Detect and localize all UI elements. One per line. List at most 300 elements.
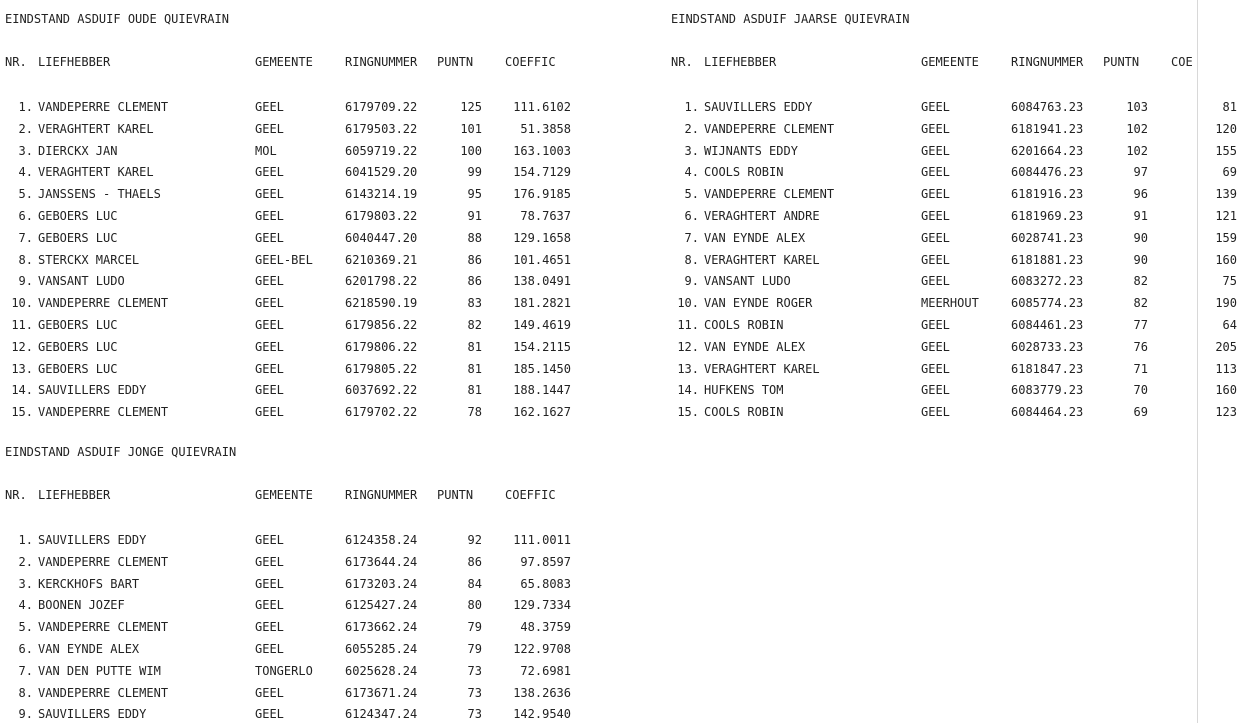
result-rows bbox=[5, 530, 645, 726]
ring-number: 6084464.23 bbox=[1011, 405, 1084, 420]
ring-number: 6143214.19 bbox=[345, 187, 418, 202]
municipality: GEEL bbox=[921, 361, 950, 376]
points: 86 bbox=[467, 252, 482, 267]
table-row bbox=[5, 359, 645, 381]
rank: 5. bbox=[684, 187, 699, 202]
rank: 3. bbox=[18, 143, 33, 158]
ring-number: 6218590.19 bbox=[345, 296, 418, 311]
coefficient: 51.3858 bbox=[520, 121, 571, 136]
result-rows bbox=[671, 97, 1237, 424]
municipality: GEEL bbox=[255, 707, 284, 722]
points: 81 bbox=[467, 361, 482, 376]
ring-number: 6084476.23 bbox=[1011, 165, 1084, 180]
rank: 3. bbox=[684, 143, 699, 158]
municipality: GEEL bbox=[921, 339, 950, 354]
coefficient: 72.6981 bbox=[520, 663, 571, 678]
points: 91 bbox=[1133, 208, 1148, 223]
column-header-row bbox=[671, 54, 1231, 70]
municipality: TONGERLO bbox=[255, 663, 313, 678]
municipality: GEEL bbox=[921, 383, 950, 398]
rank: 14. bbox=[11, 383, 33, 398]
points: 102 bbox=[1126, 121, 1148, 136]
ring-number: 6124358.24 bbox=[345, 533, 418, 547]
points: 69 bbox=[1133, 405, 1148, 420]
coefficient: 154.7129 bbox=[513, 165, 571, 180]
rank: 7. bbox=[684, 230, 699, 245]
header-ringnummer: RINGNUMMER bbox=[1011, 55, 1084, 69]
rank: 3. bbox=[18, 576, 33, 591]
page-edge-divider bbox=[1197, 0, 1198, 723]
municipality: GEEL-BEL bbox=[255, 252, 313, 267]
ring-number: 6179803.22 bbox=[345, 208, 418, 223]
fancier-name: COOLS ROBIN bbox=[704, 405, 784, 420]
rank: 4. bbox=[18, 598, 33, 613]
municipality: GEEL bbox=[255, 317, 284, 332]
points: 103 bbox=[1126, 100, 1148, 114]
rank: 1. bbox=[684, 100, 699, 114]
points: 100 bbox=[460, 143, 482, 158]
coefficient: 121 bbox=[1215, 208, 1237, 223]
ring-number: 6173662.24 bbox=[345, 620, 418, 635]
result-rows bbox=[5, 97, 645, 424]
fancier-name: COOLS ROBIN bbox=[704, 165, 784, 180]
header-puntn: PUNTN bbox=[1103, 55, 1140, 69]
fancier-name: GEBOERS LUC bbox=[38, 208, 118, 223]
coefficient: 129.1658 bbox=[513, 230, 571, 245]
municipality: GEEL bbox=[255, 554, 284, 569]
fancier-name: VAN EYNDE ROGER bbox=[704, 296, 813, 311]
municipality: GEEL bbox=[255, 533, 284, 547]
table-row bbox=[5, 293, 645, 315]
ring-number: 6041529.20 bbox=[345, 165, 418, 180]
ring-number: 6201664.23 bbox=[1011, 143, 1084, 158]
fancier-name: VANSANT LUDO bbox=[38, 274, 125, 289]
rank: 12. bbox=[11, 339, 33, 354]
coefficient: 154.2115 bbox=[513, 339, 571, 354]
table-row bbox=[5, 552, 645, 574]
section-title: EINDSTAND ASDUIF OUDE QUIEVRAIN bbox=[5, 12, 229, 26]
rank: 10. bbox=[11, 296, 33, 311]
table-row bbox=[5, 617, 645, 639]
points: 90 bbox=[1133, 230, 1148, 245]
municipality: GEEL bbox=[255, 620, 284, 635]
table-row bbox=[671, 271, 1237, 293]
coefficient: 69 bbox=[1222, 165, 1237, 180]
ring-number: 6181941.23 bbox=[1011, 121, 1084, 136]
points: 97 bbox=[1133, 165, 1148, 180]
fancier-name: GEBOERS LUC bbox=[38, 230, 118, 245]
points: 84 bbox=[467, 576, 482, 591]
rank: 15. bbox=[11, 405, 33, 420]
points: 73 bbox=[467, 685, 482, 700]
coefficient: 111.6102 bbox=[513, 100, 571, 114]
fancier-name: VANDEPERRE CLEMENT bbox=[38, 620, 169, 635]
rank: 10. bbox=[677, 296, 699, 311]
fancier-name: VANDEPERRE CLEMENT bbox=[38, 100, 169, 114]
fancier-name: GEBOERS LUC bbox=[38, 317, 118, 332]
municipality: GEEL bbox=[255, 361, 284, 376]
fancier-name: SAUVILLERS EDDY bbox=[38, 707, 147, 722]
municipality: GEEL bbox=[255, 274, 284, 289]
municipality: GEEL bbox=[255, 405, 284, 420]
points: 79 bbox=[467, 620, 482, 635]
header-puntn: PUNTN bbox=[437, 488, 474, 502]
coefficient: 160 bbox=[1215, 252, 1237, 267]
ring-number: 6037692.22 bbox=[345, 383, 418, 398]
header-ringnummer: RINGNUMMER bbox=[345, 488, 418, 502]
rank: 2. bbox=[18, 121, 33, 136]
municipality: GEEL bbox=[921, 230, 950, 245]
rank: 4. bbox=[684, 165, 699, 180]
table-row bbox=[671, 359, 1237, 381]
points: 82 bbox=[1133, 274, 1148, 289]
coefficient: 142.9540 bbox=[513, 707, 571, 722]
fancier-name: COOLS ROBIN bbox=[704, 317, 784, 332]
coefficient: 159 bbox=[1215, 230, 1237, 245]
municipality: MEERHOUT bbox=[921, 296, 979, 311]
table-row bbox=[5, 141, 645, 163]
rank: 5. bbox=[18, 620, 33, 635]
fancier-name: VANDEPERRE CLEMENT bbox=[38, 296, 169, 311]
table-row bbox=[671, 293, 1237, 315]
municipality: GEEL bbox=[921, 405, 950, 420]
table-row bbox=[5, 97, 645, 119]
rank: 9. bbox=[18, 707, 33, 722]
fancier-name: VAN EYNDE ALEX bbox=[704, 339, 806, 354]
ring-number: 6125427.24 bbox=[345, 598, 418, 613]
ring-number: 6173203.24 bbox=[345, 576, 418, 591]
section-title: EINDSTAND ASDUIF JONGE QUIEVRAIN bbox=[5, 445, 237, 459]
table-row bbox=[671, 162, 1237, 184]
coefficient: 155 bbox=[1215, 143, 1237, 158]
rank: 8. bbox=[18, 685, 33, 700]
ring-number: 6124347.24 bbox=[345, 707, 418, 722]
ring-number: 6179856.22 bbox=[345, 317, 418, 332]
coefficient: 129.7334 bbox=[513, 598, 571, 613]
rank: 8. bbox=[18, 252, 33, 267]
header-nr: NR. bbox=[671, 55, 693, 69]
rank: 11. bbox=[677, 317, 699, 332]
coefficient: 138.0491 bbox=[513, 274, 571, 289]
section-oude-quievrain bbox=[5, 11, 645, 424]
municipality: GEEL bbox=[255, 187, 284, 202]
table-row bbox=[5, 228, 645, 250]
column-header-row bbox=[5, 487, 645, 503]
points: 81 bbox=[467, 383, 482, 398]
points: 82 bbox=[1133, 296, 1148, 311]
points: 95 bbox=[467, 187, 482, 202]
coefficient: 176.9185 bbox=[513, 187, 571, 202]
fancier-name: KERCKHOFS BART bbox=[38, 576, 140, 591]
ring-number: 6181969.23 bbox=[1011, 208, 1084, 223]
coefficient: 78.7637 bbox=[520, 208, 571, 223]
fancier-name: SAUVILLERS EDDY bbox=[38, 533, 147, 547]
fancier-name: VERAGHTERT KAREL bbox=[704, 361, 820, 376]
fancier-name: VANDEPERRE CLEMENT bbox=[704, 187, 835, 202]
coefficient: 111.0011 bbox=[513, 533, 571, 547]
points: 88 bbox=[467, 230, 482, 245]
coefficient: 139 bbox=[1215, 187, 1237, 202]
table-row bbox=[671, 337, 1237, 359]
points: 76 bbox=[1133, 339, 1148, 354]
fancier-name: VANDEPERRE CLEMENT bbox=[38, 554, 169, 569]
coefficient: 97.8597 bbox=[520, 554, 571, 569]
coefficient: 163.1003 bbox=[513, 143, 571, 158]
fancier-name: SAUVILLERS EDDY bbox=[38, 383, 147, 398]
table-row bbox=[5, 184, 645, 206]
header-coeffic: COEFFIC bbox=[505, 55, 556, 69]
table-row bbox=[5, 380, 645, 402]
header-gemeente: GEMEENTE bbox=[255, 488, 313, 502]
ring-number: 6179805.22 bbox=[345, 361, 418, 376]
header-coeffic: COE bbox=[1171, 55, 1193, 69]
rank: 2. bbox=[684, 121, 699, 136]
ring-number: 6059719.22 bbox=[345, 143, 418, 158]
municipality: GEEL bbox=[921, 187, 950, 202]
table-row bbox=[671, 97, 1237, 119]
ring-number: 6201798.22 bbox=[345, 274, 418, 289]
table-row bbox=[671, 380, 1237, 402]
table-row bbox=[5, 162, 645, 184]
points: 86 bbox=[467, 274, 482, 289]
municipality: GEEL bbox=[255, 230, 284, 245]
table-row bbox=[5, 206, 645, 228]
ring-number: 6083779.23 bbox=[1011, 383, 1084, 398]
points: 92 bbox=[467, 533, 482, 547]
coefficient: 138.2636 bbox=[513, 685, 571, 700]
table-row bbox=[671, 250, 1237, 272]
table-row bbox=[671, 141, 1237, 163]
ring-number: 6179702.22 bbox=[345, 405, 418, 420]
fancier-name: VANDEPERRE CLEMENT bbox=[38, 405, 169, 420]
rank: 8. bbox=[684, 252, 699, 267]
points: 96 bbox=[1133, 187, 1148, 202]
header-gemeente: GEMEENTE bbox=[921, 55, 979, 69]
ring-number: 6181847.23 bbox=[1011, 361, 1084, 376]
table-row bbox=[671, 315, 1237, 337]
coefficient: 123 bbox=[1215, 405, 1237, 420]
table-row bbox=[5, 402, 645, 424]
ring-number: 6181916.23 bbox=[1011, 187, 1084, 202]
fancier-name: VAN EYNDE ALEX bbox=[38, 641, 140, 656]
municipality: GEEL bbox=[255, 165, 284, 180]
table-row bbox=[5, 530, 645, 552]
header-puntn: PUNTN bbox=[437, 55, 474, 69]
rank: 5. bbox=[18, 187, 33, 202]
ring-number: 6179503.22 bbox=[345, 121, 418, 136]
municipality: GEEL bbox=[921, 165, 950, 180]
points: 70 bbox=[1133, 383, 1148, 398]
coefficient: 190 bbox=[1215, 296, 1237, 311]
points: 73 bbox=[467, 707, 482, 722]
municipality: GEEL bbox=[255, 100, 284, 114]
coefficient: 101.4651 bbox=[513, 252, 571, 267]
table-row bbox=[5, 661, 645, 683]
municipality: GEEL bbox=[921, 208, 950, 223]
ring-number: 6085774.23 bbox=[1011, 296, 1084, 311]
ring-number: 6179806.22 bbox=[345, 339, 418, 354]
coefficient: 122.9708 bbox=[513, 641, 571, 656]
table-row bbox=[5, 315, 645, 337]
rank: 6. bbox=[684, 208, 699, 223]
rank: 9. bbox=[684, 274, 699, 289]
coefficient: 75 bbox=[1222, 274, 1237, 289]
rank: 13. bbox=[677, 361, 699, 376]
points: 101 bbox=[460, 121, 482, 136]
header-liefhebber: LIEFHEBBER bbox=[38, 488, 111, 502]
municipality: GEEL bbox=[255, 121, 284, 136]
municipality: MOL bbox=[255, 143, 277, 158]
coefficient: 181.2821 bbox=[513, 296, 571, 311]
coefficient: 113 bbox=[1215, 361, 1237, 376]
municipality: GEEL bbox=[255, 296, 284, 311]
ring-number: 6025628.24 bbox=[345, 663, 418, 678]
municipality: GEEL bbox=[921, 317, 950, 332]
municipality: GEEL bbox=[921, 121, 950, 136]
points: 86 bbox=[467, 554, 482, 569]
points: 82 bbox=[467, 317, 482, 332]
fancier-name: SAUVILLERS EDDY bbox=[704, 100, 813, 114]
table-row bbox=[5, 595, 645, 617]
table-row bbox=[5, 119, 645, 141]
table-row bbox=[5, 337, 645, 359]
header-coeffic: COEFFIC bbox=[505, 488, 556, 502]
fancier-name: WIJNANTS EDDY bbox=[704, 143, 798, 158]
points: 81 bbox=[467, 339, 482, 354]
points: 91 bbox=[467, 208, 482, 223]
section-jonge-quievrain bbox=[5, 444, 645, 726]
municipality: GEEL bbox=[921, 252, 950, 267]
rank: 9. bbox=[18, 274, 33, 289]
fancier-name: BOONEN JOZEF bbox=[38, 598, 125, 613]
points: 99 bbox=[467, 165, 482, 180]
fancier-name: VERAGHTERT KAREL bbox=[704, 252, 820, 267]
rank: 1. bbox=[18, 100, 33, 114]
ring-number: 6173644.24 bbox=[345, 554, 418, 569]
table-row bbox=[5, 683, 645, 705]
ring-number: 6181881.23 bbox=[1011, 252, 1084, 267]
municipality: GEEL bbox=[921, 143, 950, 158]
coefficient: 48.3759 bbox=[520, 620, 571, 635]
fancier-name: GEBOERS LUC bbox=[38, 361, 118, 376]
rank: 13. bbox=[11, 361, 33, 376]
fancier-name: GEBOERS LUC bbox=[38, 339, 118, 354]
municipality: GEEL bbox=[255, 576, 284, 591]
ring-number: 6084461.23 bbox=[1011, 317, 1084, 332]
rank: 15. bbox=[677, 405, 699, 420]
fancier-name: VERAGHTERT KAREL bbox=[38, 121, 154, 136]
ring-number: 6028733.23 bbox=[1011, 339, 1084, 354]
header-liefhebber: LIEFHEBBER bbox=[704, 55, 777, 69]
section-jaarse-quievrain bbox=[671, 11, 1237, 424]
municipality: GEEL bbox=[255, 598, 284, 613]
fancier-name: HUFKENS TOM bbox=[704, 383, 784, 398]
coefficient: 64 bbox=[1222, 317, 1237, 332]
ring-number: 6040447.20 bbox=[345, 230, 418, 245]
table-row bbox=[5, 574, 645, 596]
points: 125 bbox=[460, 100, 482, 114]
coefficient: 120 bbox=[1215, 121, 1237, 136]
municipality: GEEL bbox=[921, 100, 950, 114]
points: 83 bbox=[467, 296, 482, 311]
fancier-name: STERCKX MARCEL bbox=[38, 252, 140, 267]
points: 102 bbox=[1126, 143, 1148, 158]
ring-number: 6179709.22 bbox=[345, 100, 418, 114]
fancier-name: VANDEPERRE CLEMENT bbox=[38, 685, 169, 700]
municipality: GEEL bbox=[921, 274, 950, 289]
fancier-name: VAN EYNDE ALEX bbox=[704, 230, 806, 245]
table-row bbox=[671, 402, 1237, 424]
rank: 4. bbox=[18, 165, 33, 180]
table-row bbox=[5, 704, 645, 726]
coefficient: 160 bbox=[1215, 383, 1237, 398]
ring-number: 6028741.23 bbox=[1011, 230, 1084, 245]
rank: 2. bbox=[18, 554, 33, 569]
rank: 7. bbox=[18, 663, 33, 678]
municipality: GEEL bbox=[255, 641, 284, 656]
table-row bbox=[5, 271, 645, 293]
section-title: EINDSTAND ASDUIF JAARSE QUIEVRAIN bbox=[671, 12, 910, 26]
column-header-row bbox=[5, 54, 645, 70]
table-row bbox=[5, 639, 645, 661]
ring-number: 6210369.21 bbox=[345, 252, 418, 267]
coefficient: 65.8083 bbox=[520, 576, 571, 591]
rank: 1. bbox=[18, 533, 33, 547]
fancier-name: VANSANT LUDO bbox=[704, 274, 791, 289]
municipality: GEEL bbox=[255, 208, 284, 223]
fancier-name: VAN DEN PUTTE WIM bbox=[38, 663, 161, 678]
rank: 7. bbox=[18, 230, 33, 245]
rank: 11. bbox=[11, 317, 33, 332]
points: 79 bbox=[467, 641, 482, 656]
points: 73 bbox=[467, 663, 482, 678]
fancier-name: VERAGHTERT ANDRE bbox=[704, 208, 820, 223]
fancier-name: VERAGHTERT KAREL bbox=[38, 165, 154, 180]
coefficient: 162.1627 bbox=[513, 405, 571, 420]
rank: 14. bbox=[677, 383, 699, 398]
ring-number: 6055285.24 bbox=[345, 641, 418, 656]
coefficient: 185.1450 bbox=[513, 361, 571, 376]
municipality: GEEL bbox=[255, 383, 284, 398]
rank: 12. bbox=[677, 339, 699, 354]
table-row bbox=[671, 184, 1237, 206]
points: 71 bbox=[1133, 361, 1148, 376]
coefficient: 188.1447 bbox=[513, 383, 571, 398]
fancier-name: JANSSENS - THAELS bbox=[38, 187, 161, 202]
points: 78 bbox=[467, 405, 482, 420]
coefficient: 81 bbox=[1222, 100, 1237, 114]
header-ringnummer: RINGNUMMER bbox=[345, 55, 418, 69]
coefficient: 205 bbox=[1215, 339, 1237, 354]
fancier-name: DIERCKX JAN bbox=[38, 143, 118, 158]
table-row bbox=[671, 206, 1237, 228]
table-row bbox=[5, 250, 645, 272]
points: 80 bbox=[467, 598, 482, 613]
points: 77 bbox=[1133, 317, 1148, 332]
rank: 6. bbox=[18, 641, 33, 656]
municipality: GEEL bbox=[255, 339, 284, 354]
municipality: GEEL bbox=[255, 685, 284, 700]
header-gemeente: GEMEENTE bbox=[255, 55, 313, 69]
table-row bbox=[671, 119, 1237, 141]
ring-number: 6173671.24 bbox=[345, 685, 418, 700]
ring-number: 6083272.23 bbox=[1011, 274, 1084, 289]
points: 90 bbox=[1133, 252, 1148, 267]
table-row bbox=[671, 228, 1237, 250]
header-liefhebber: LIEFHEBBER bbox=[38, 55, 111, 69]
rank: 6. bbox=[18, 208, 33, 223]
header-nr: NR. bbox=[5, 55, 27, 69]
